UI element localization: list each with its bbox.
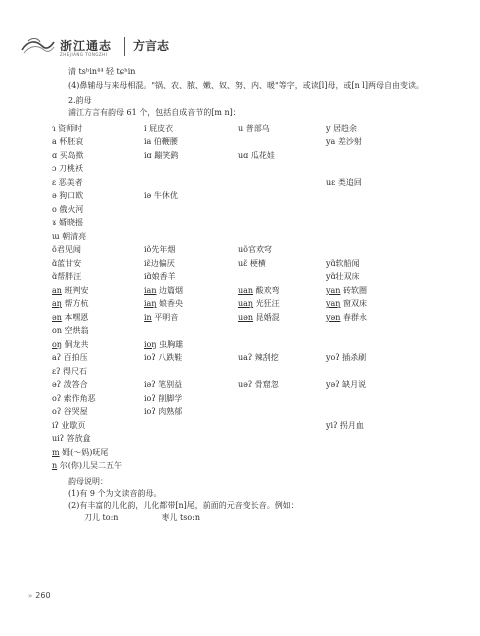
table-cell: uəʔ 骨窟忽 [238,380,279,390]
brand-title: 浙江通志 [60,39,113,53]
table-cell: ioʔ 肉熟郁 [144,407,183,417]
table-cell: ən 本嘿恩 [52,312,89,322]
table-cell: n 尔(你)儿吴二五午 [52,461,122,471]
table-cell: ia 伯鞭腰 [144,137,178,147]
table-cell: ioʔ 八跌鞋 [144,353,183,363]
table-row [52,365,442,379]
table-row [52,176,442,190]
page-body [52,66,442,524]
table-row [52,149,442,163]
table-cell: u 普部乌 [238,123,270,133]
table-cell: in 平明音 [144,312,179,322]
page-footer [28,591,51,600]
table-row [52,311,442,325]
page-marker-icon: » [28,592,33,600]
table-row [52,163,442,177]
example-1: 刀儿 to:n [84,513,119,522]
table-row [52,136,442,150]
table-cell: yɑ̃软船闻 [326,258,360,268]
table-cell: uɛ̃ 梗横 [238,258,266,268]
finals-intro: 浦江方言有韵母 61 个，包括自成音节的[m n]： [68,108,241,117]
table-cell: yaŋ 窗双床 [326,299,367,309]
section-title: 方言志 [133,39,170,53]
table-row [52,433,442,447]
zhejiang-logo-icon [20,36,56,56]
table-row [52,230,442,244]
section-heading: 2.韵母 [68,96,92,105]
table-cell: ɛ 恶美者 [52,177,83,187]
table-cell: o 俄火河 [52,204,84,214]
table-cell: i 屁皮衣 [144,123,174,133]
table-row [52,271,442,285]
table-cell: ə 狗口欧 [52,191,84,201]
table-cell: ɑ̃帮胖汪 [52,272,82,282]
brand-subtitle: ZHEJIANG TONGZHI [60,52,108,57]
table-cell: yəʔ 缺月说 [326,380,367,390]
table-cell: iɑ̃娘香羊 [144,272,176,282]
page-header [20,34,250,60]
table-cell: uõ官欢穹 [238,245,272,255]
table-cell: ɑ̃蓝甘安 [52,258,82,268]
table-cell: iɛ̃边偏厌 [144,258,175,268]
table-cell: iəʔ 笔别益 [144,380,183,390]
table-cell: əʔ 泼答合 [52,380,88,390]
table-cell: oʔ 谷哭屋 [52,407,88,417]
table-row [52,460,442,474]
table-cell: ɛʔ 得尺石 [52,366,87,376]
table-cell: on 空烘翁 [52,326,89,336]
notes-title: 韵母说明： [68,477,108,486]
table-row [52,217,442,231]
table-cell: uən 昆婚混 [238,312,280,322]
table-cell: uiʔ 答放盒 [52,434,91,444]
table-cell: uɛ 类追回 [326,177,362,187]
table-cell: iõ先年烟 [144,245,176,255]
table-cell: m 姆(～妈)呒尾 [52,447,109,457]
example-2: 枣儿 tso:n [161,513,201,522]
table-cell: ɔ 刀桃袄 [52,164,84,174]
table-cell: a 杯胚哀 [52,137,84,147]
table-row [52,257,442,271]
examples [52,512,442,524]
table-row [52,446,442,460]
table-row [52,298,442,312]
table-cell: yiʔ 拐月血 [326,420,364,430]
table-cell: uaŋ 光狂汪 [238,299,280,309]
table-cell: iə 牛休优 [144,191,178,201]
table-row [52,352,442,366]
table-cell: oʔ 索作角恶 [52,393,96,403]
table-cell: ian 边篇烟 [144,285,184,295]
table-cell: an 班判安 [52,285,89,295]
table-cell: ɿ 资师时 [52,123,83,133]
table-cell: ɯ 朝清亮 [52,231,87,241]
table-cell: uɑ 瓜花娃 [238,150,275,160]
table-row [52,203,442,217]
table-row [52,379,442,393]
table-row [52,244,442,258]
table-row [52,122,442,136]
table-cell: y 居趋余 [326,123,358,133]
paragraph-nasal-initials: (4)鼻辅母与来母相混。"锅、农、脓、嫩、奴、努、内、暖"等字，或读[l]母，或[n l]两母自由变读。 [68,81,424,90]
table-cell: yoʔ 插杀刷 [326,353,367,363]
intro-line: 清 tsʰin⁴⁴ 轻 tɕʰin [68,67,136,76]
table-cell: oŋ 侗龙共 [52,339,89,349]
table-row [52,284,442,298]
table-cell: ɤ 婿晓摇 [52,218,84,228]
table-row [52,419,442,433]
table-cell: iʔ 业歇页 [52,420,86,430]
note-1: (1)有 9 个为文读音韵母。 [68,489,162,498]
table-cell: ɑ 买岛揿 [52,150,84,160]
table-cell: yan 砖软圈 [326,285,367,295]
table-cell: aŋ 帮方杭 [52,299,89,309]
finals-table [52,122,442,473]
page-number: 260 [35,591,51,600]
table-cell: yən 春群永 [326,312,367,322]
table-cell: õ君见闻 [52,245,81,255]
table-cell: iɑ 蹦笑鹞 [144,150,179,160]
table-cell: iaŋ 娘香央 [144,299,184,309]
table-row [52,406,442,420]
table-cell: ioʔ 削脚学 [144,393,183,403]
table-row [52,392,442,406]
table-row [52,338,442,352]
table-cell: aʔ 百拍压 [52,353,88,363]
note-2: (2)有丰富的儿化韵，儿化都带[n]尾，前面的元音变长音。例如： [68,501,299,510]
table-cell: ya 差沙射 [326,137,362,147]
table-cell: ioŋ 虫胸雄 [144,339,184,349]
table-row [52,325,442,339]
table-cell: uaʔ 辣刮挖 [238,353,279,363]
table-cell: uan 酸欢弯 [238,285,280,295]
table-cell: yɑ̃壮双床 [326,272,360,282]
header-divider [124,37,125,56]
table-row [52,190,442,204]
